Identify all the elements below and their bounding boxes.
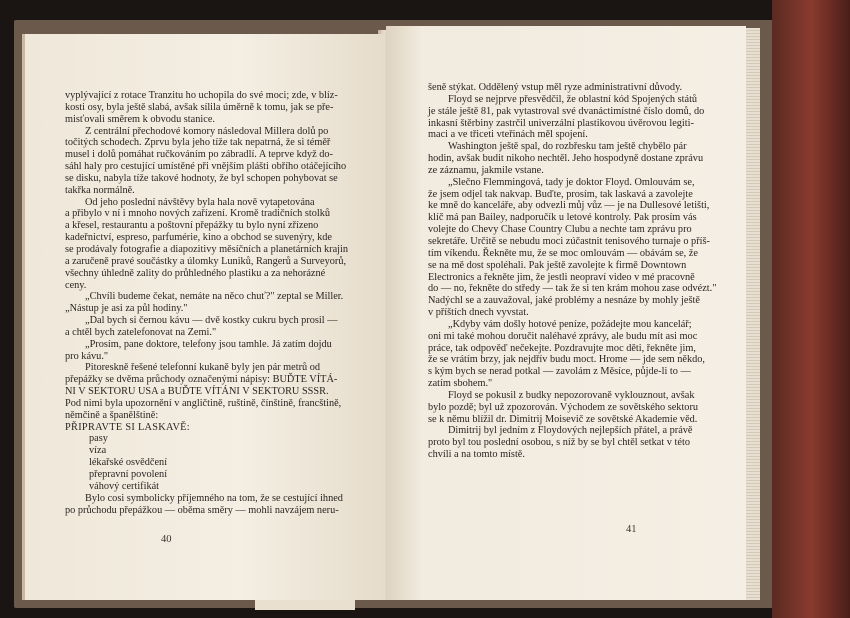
text-line: kosti osy, byla ještě slabá, avšak sílila úměrně k tomu, jak se pře- <box>65 101 334 113</box>
text-line: s kým bych se nerad potkal — zavolám z Měsíce, půjde-li to — <box>428 366 691 378</box>
text-line: Floyd se pokusil z budky nepozorovaně vyklouznout, avšak <box>448 389 695 401</box>
text-line: Bylo cosi symbolicky příjemného na tom, že se cestující ihned <box>85 492 343 504</box>
text-line: Z centrální přechodové komory následoval Millera dolů po <box>85 125 329 137</box>
text-line: maci a ve třiceti vteřinách měl spojení. <box>428 129 588 141</box>
text-line: „Prosím, pane doktore, telefony jsou tamhle. Já zatím dojdu <box>85 338 332 350</box>
text-line: je stále ještě 81, pak vytastroval své dvanáctimístné číslo domů, do <box>428 105 705 117</box>
text-line: hodin, avšak budit nikoho nechtěl. Jeho hospodyně dostane zprávu <box>428 153 704 165</box>
text-line: PŘIPRAVTE SI LASKAVĚ: <box>65 421 190 433</box>
book-cover-edge <box>772 0 850 618</box>
left-page-text <box>65 90 365 516</box>
text-line: a chtěl bych zatelefonovat na Zemi." <box>65 326 217 338</box>
text-line: sáhl haly pro cestující umístěné při vnějším plášti obřího otáčejícího <box>65 161 347 173</box>
text-line: takřka normálně. <box>65 184 135 196</box>
right-page <box>386 26 746 600</box>
text-line: ze záznamu, jakmile vstane. <box>428 164 544 176</box>
text-line: přepážky se dvěma průchody označenými nápisy: BUĎTE VÍTÁ- <box>65 374 338 386</box>
text-line: šeně stýkat. Oddělený vstup měl ryze administrativní důvody. <box>428 82 683 93</box>
text-line: víza <box>89 445 107 457</box>
text-line: Floyd se nejprve přesvědčil, že oblastní kód Spojených států <box>448 93 698 105</box>
text-line: ke mně do kanceláře, aby odvezli můj vůz — je na Dullesové letišti, <box>428 200 710 212</box>
text-line: bylo pozdě; byl už zpozorován. Východem ze sovětského sektoru <box>428 401 699 413</box>
text-line: v příštích dnech vyvstat. <box>428 307 529 319</box>
text-line: tím víkendu. Řekněte mu, že se moc omlouvám — obávám se, že <box>428 247 698 259</box>
text-line: „Dal bych si černou kávu — dvě kostky cukru bych prosil — <box>85 315 338 327</box>
page-number-left: 40 <box>161 534 172 545</box>
text-line: klíč má pan Bailey, nadporučík u letové kontroly. Pak prosím vás <box>428 212 697 224</box>
text-line: a křesel, restaurantu a poštovní přepážky tu bylo nyní zřízeno <box>65 220 319 232</box>
text-line: chvíli a na tomto místě. <box>428 449 525 461</box>
text-line: ceny. <box>65 279 87 291</box>
text-line: přepravní povolení <box>89 469 168 480</box>
text-line: Od jeho poslední návštěvy byla hala nově vytapetována <box>85 196 315 208</box>
text-line: Washington ještě spal, do rozbřesku tam ještě chybělo pár <box>448 141 687 153</box>
left-page <box>22 34 385 600</box>
text-line: točitých schodech. Zprvu byla jeho tíže tak nepatrná, že si téměř <box>65 137 331 149</box>
text-line: musel i dolů pomáhat ručkováním po zábradlí. A teprve když do- <box>65 149 333 161</box>
text-line: inkasní štěrbiny zastrčil univerzální plastikovou úvěrovou legiti- <box>428 117 694 129</box>
text-line: pasy <box>89 433 108 445</box>
text-line: „Chvíli budeme čekat, nemáte na něco chuť?" zeptal se Miller. <box>85 291 344 303</box>
text-line: po průchodu přepážkou — oběma směry — mohli navzájem neru- <box>65 504 339 516</box>
text-line: se k němu blížil dr. Dimitrij Moisevič ze sovětské Akademie věd. <box>428 413 698 425</box>
text-line: lékařské osvědčení <box>89 457 168 469</box>
text-line: že se vrátím brzy, jak nejdřív budu moct. Hrome — jde sem někdo, <box>428 354 705 366</box>
text-line: práce, tak odpověď nečekejte. Pozdravujte moc děti, řekněte jim, <box>428 342 696 354</box>
text-line: do — no, řekněte do středy — tak že si ten krám mohou zase odvézt." <box>428 283 717 295</box>
text-line: sekretáře. Určitě se nebudu moci zúčastnit tenisového turnaje o příš- <box>428 235 710 247</box>
text-line: Pitoreskně řešené telefonní kukaně byly jen pár metrů od <box>85 362 321 374</box>
text-line: „Kdyby vám došly hotové peníze, požádejte mou kancelář; <box>448 318 692 330</box>
text-line: vyplývající z rotace Tranzitu ho uchopila do své moci; zde, v blíz- <box>65 90 338 101</box>
text-line: a přibylo v ní i mnoho nových zařízení. Kromě tradičních stolků <box>65 208 331 220</box>
text-line: váhový certifikát <box>89 480 160 492</box>
text-line: a zaručeně pravé součástky a úlomky Luniků, Rangerů a Surveyorů, <box>65 255 347 267</box>
text-line: oni mi také mohou doručit naléhavé zprávy, ale budu mít asi moc <box>428 330 698 342</box>
text-line: „Slečno Flemmingová, tady je doktor Floyd. Omlouvám se, <box>448 176 695 188</box>
page-edge-strip <box>255 600 355 610</box>
text-line: volejte do Chevy Chase Country Clubu a nechte tam zprávu pro <box>428 224 692 236</box>
right-page-text <box>428 82 730 461</box>
page-number-right: 41 <box>626 524 637 535</box>
text-line: Nadýchl se a zauvažoval, jaké problémy a nesnáze by mohly ještě <box>428 295 700 307</box>
text-line: pro kávu." <box>65 350 109 362</box>
text-line: zatím sbohem." <box>428 378 493 390</box>
text-line: že jsem odjel tak nakvap. Buďte, prosím, tak laskavá a zavolejte <box>428 188 693 200</box>
text-line: se prodávaly fotografie a diapozitivy měsíčních a planetárních krajin <box>65 243 349 255</box>
text-line: misťovali směrem k obvodu stanice. <box>65 113 215 125</box>
text-line: „Nástup je asi za půl hodiny." <box>65 303 188 315</box>
text-line: kadeřnictví, espreso, parfumérie, kino a obchod se suvenýry, kde <box>65 232 332 244</box>
text-line: proto byl tou poslední osobou, s níž by se byl chtěl setkat v této <box>428 437 690 449</box>
text-line: všechny úhledně zality do průhledného plastiku a za nehorázné <box>65 267 326 279</box>
text-line: Electronics a řekněte jim, že jestli neopraví video v mé pracovně <box>428 271 695 283</box>
text-line: Dimitrij byl jedním z Floydových nejlepších přátel, a právě <box>448 425 693 437</box>
page-stack-edge <box>746 28 760 600</box>
text-line: němčině a španělštině: <box>65 409 159 421</box>
text-line: NI V SEKTORU USA a BUĎTE VÍTÁNI V SEKTORU SSSR. <box>65 386 329 398</box>
text-line: se disku, nabyla tíže takové hodnoty, že byl schopen pohybovat se <box>65 172 338 184</box>
text-line: Pod nimi byla upozornění v angličtině, ruštině, čínštině, francštině, <box>65 397 342 409</box>
text-line: se na mě dost spoléhali. Pak ještě zavolejte k firmě Downtown <box>428 259 687 271</box>
